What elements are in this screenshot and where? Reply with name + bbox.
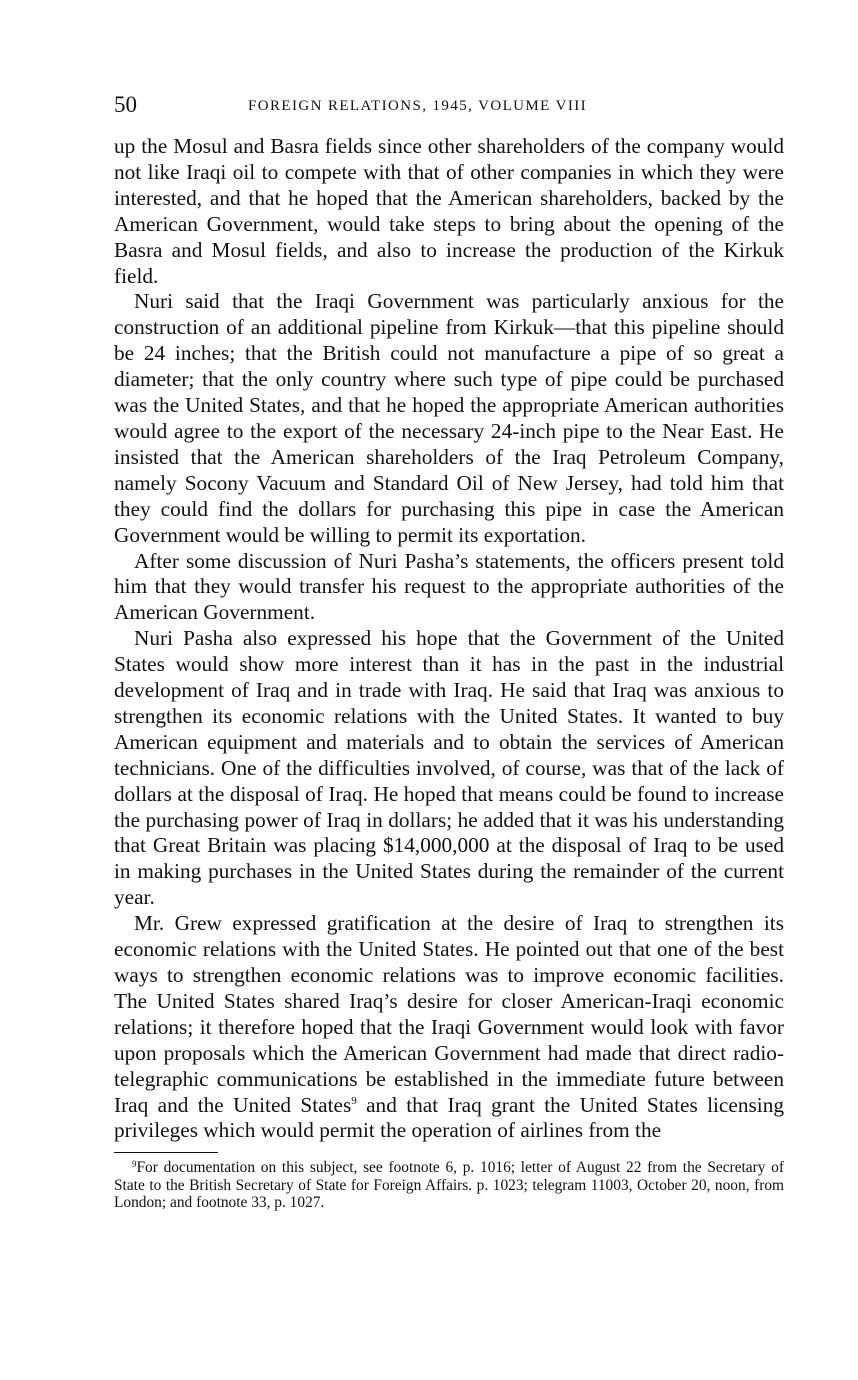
running-head: FOREIGN RELATIONS, 1945, VOLUME VIII bbox=[248, 98, 588, 114]
paragraph-5 bbox=[114, 911, 784, 1144]
footnote-divider bbox=[114, 1152, 218, 1153]
footnote-reference: 9 bbox=[351, 1094, 357, 1107]
paragraph-1: up the Mosul and Basra fields since other shareholders of the company would not like Iraqi oil to compete with that of other companies in which they were interested, and that he hoped that the American shareholders, backed by the American Government, would take steps to bring about the opening of the Basra and Mosul fields, and also to increase the production of the Kirkuk field. bbox=[114, 134, 784, 288]
footnote-text: For documentation on this subject, see footnote 6, p. 1016; letter of August 22 from the Secretary of State to the British Secretary of State for Foreign Affairs. p. 1023; telegram 11003, October 20, noon, from London; and footnote 33, p. 1027. bbox=[114, 1159, 784, 1212]
footnote-marker: 9 bbox=[132, 1159, 137, 1170]
paragraph-5-text: Mr. Grew expressed gratification at the desire of Iraq to strengthen its economic relations with the United States. He pointed out that one of the best ways to strengthen economic relations was to improve economic facilities. The United States shared Iraq’s desire for closer American-Iraqi economic relations; it therefore hoped that the Iraqi Government would look with favor upon proposals which the American Government had made that direct radio-telegraphic communications be established in the immediate future between Iraq and the United States bbox=[114, 911, 784, 1117]
body-text bbox=[114, 134, 784, 1144]
paragraph-3: After some discussion of Nuri Pasha’s statements, the officers present told him that they would transfer his request to the appropriate authorities of the American Government. bbox=[114, 548, 784, 625]
paragraph-4: Nuri Pasha also expressed his hope that the Government of the United States would show more interest than it has in the past in the industrial development of Iraq and in trade with Iraq. He said that Iraq was anxious to strengthen its economic relations with the United States. It wanted to buy American equipment and materials and to obtain the services of American technicians. One of the difficulties involved, of course, was that of the lack of dollars at the disposal of Iraq. He hoped that means could be found to increase the purchasing power of Iraq in dollars; he added that it was his understanding that Great Britain was placing $14,000,000 at the disposal of Iraq to be used in making purchases in the United States during the remainder of the current year. bbox=[114, 626, 784, 910]
page-header bbox=[114, 92, 784, 122]
page-number: 50 bbox=[114, 92, 137, 117]
footnote-9 bbox=[114, 1159, 784, 1212]
document-page bbox=[114, 92, 784, 1212]
paragraph-2: Nuri said that the Iraqi Government was particularly anxious for the construction of an additional pipeline from Kirkuk—that this pipeline should be 24 inches; that the British could not manufacture a pipe of so great a diameter; that the only country where such type of pipe could be purchased was the United States, and that he hoped the appropriate American authorities would agree to the export of the necessary 24-inch pipe to the Near East. He insisted that the American shareholders of the Iraq Petroleum Company, namely Socony Vacuum and Standard Oil of New Jersey, had told him that they could find the dollars for purchasing this pipe in case the American Government would be willing to permit its exportation. bbox=[114, 289, 784, 547]
paragraph-5-continuation: and that Iraq grant the United States licensing privileges which would permit the operation of airlines from the bbox=[114, 1092, 784, 1143]
